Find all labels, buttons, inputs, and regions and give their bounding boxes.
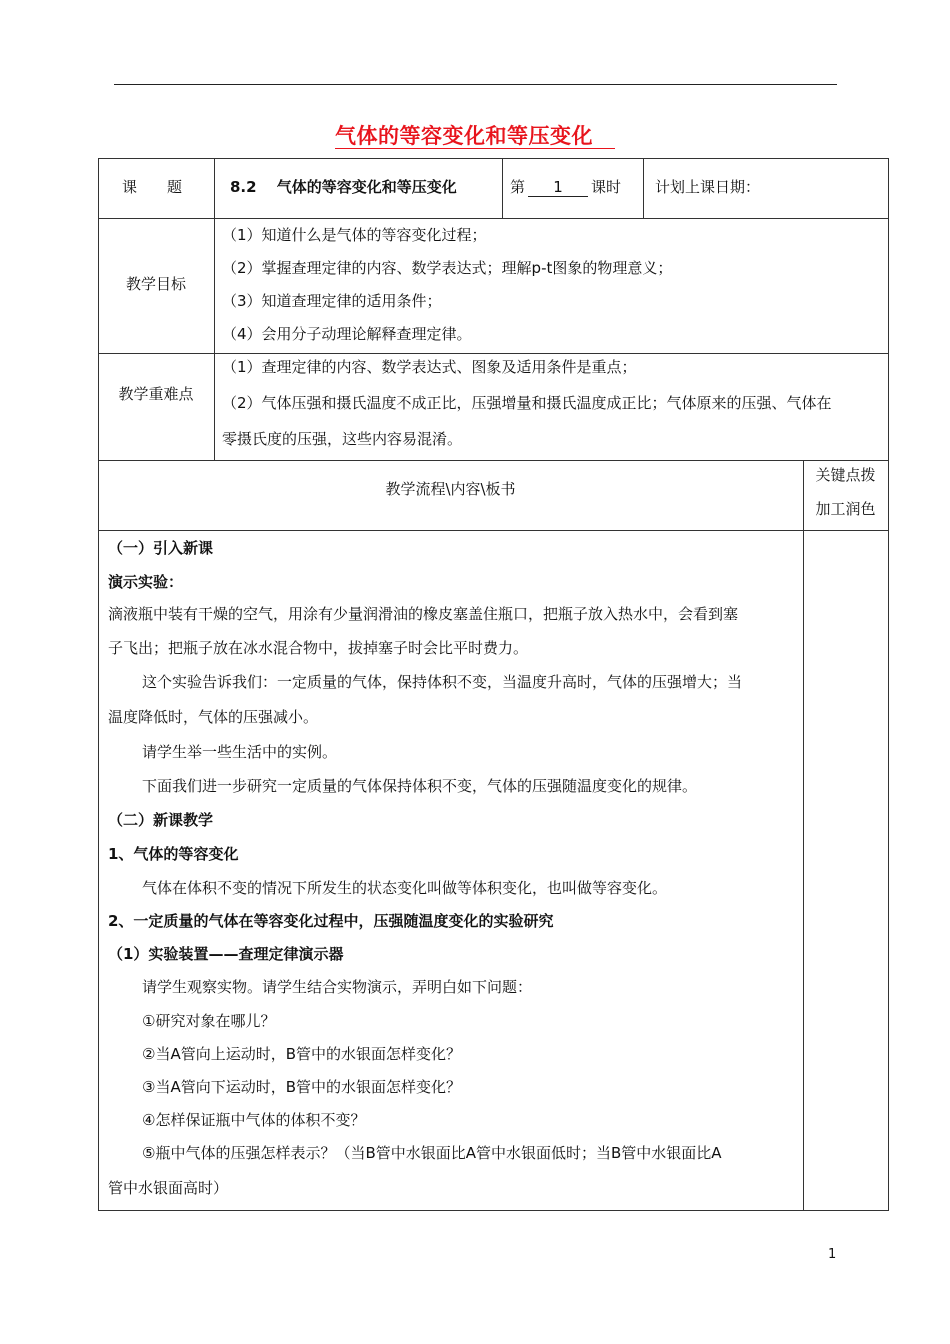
question-item: ①研究对象在哪儿？ xyxy=(142,1012,276,1030)
period-field xyxy=(510,178,621,197)
topic-value: 8.2 气体的等容变化和等压变化 xyxy=(230,178,457,196)
table-border xyxy=(98,530,888,531)
keypoints-label: 教学重难点 xyxy=(118,385,194,403)
paragraph-line: 这个实验告诉我们：一定质量的气体，保持体积不变，当温度升高时，气体的压强增大；当 xyxy=(142,673,743,691)
subsection-heading: （1）实验装置——查理定律演示器 xyxy=(108,945,344,963)
table-border xyxy=(803,460,804,1211)
table-border xyxy=(98,460,888,461)
table-border xyxy=(214,158,215,461)
question-item: ②当A管向上运动时，B管中的水银面怎样变化？ xyxy=(142,1045,462,1063)
topic-label: 课 题 xyxy=(122,178,183,196)
demo-heading: 演示实验： xyxy=(108,573,184,591)
subsection-heading: 1、气体的等容变化 xyxy=(108,845,239,863)
period-prefix: 第 xyxy=(510,178,526,196)
header-rule xyxy=(114,84,837,85)
keypoint-line: （1）查理定律的内容、数学表达式、图象及适用条件是重点； xyxy=(222,358,637,376)
table-border xyxy=(502,158,503,218)
goal-item: （1）知道什么是气体的等容变化过程； xyxy=(222,226,487,244)
title-text: 气体的等容变化和等压变化 xyxy=(335,124,615,149)
section-heading: （一）引入新课 xyxy=(108,539,214,557)
paragraph-line: 温度降低时，气体的压强减小。 xyxy=(108,708,319,726)
question-item: ③当A管向下运动时，B管中的水银面怎样变化？ xyxy=(142,1078,462,1096)
flow-header-side-1: 关键点拨 xyxy=(815,466,876,484)
page-number: 1 xyxy=(828,1247,837,1262)
paragraph-line: 子飞出；把瓶子放在冰水混合物中，拔掉塞子时会比平时费力。 xyxy=(108,639,529,657)
flow-header-main: 教学流程\内容\板书 xyxy=(385,480,516,498)
table-border xyxy=(888,158,889,1211)
paragraph-line: 请学生举一些生活中的实例。 xyxy=(142,743,338,761)
question-item: ⑤瓶中气体的压强怎样表示？（当B管中水银面比A管中水银面低时；当B管中水银面比A xyxy=(142,1144,722,1162)
period-suffix: 课时 xyxy=(591,178,622,196)
plan-date-label: 计划上课日期： xyxy=(655,178,761,196)
goal-item: （2）掌握查理定律的内容、数学表达式；理解p-t图象的物理意义； xyxy=(222,259,673,277)
question-item: 管中水银面高时） xyxy=(108,1179,229,1197)
paragraph-line: 下面我们进一步研究一定质量的气体保持体积不变，气体的压强随温度变化的规律。 xyxy=(142,777,698,795)
period-number: 1 xyxy=(528,178,588,197)
table-border xyxy=(98,353,888,354)
paragraph-line: 滴液瓶中装有干燥的空气，用涂有少量润滑油的橡皮塞盖住瓶口，把瓶子放入热水中，会看到塞 xyxy=(108,605,739,623)
subsection-heading: 2、一定质量的气体在等容变化过程中，压强随温度变化的实验研究 xyxy=(108,912,554,930)
goals-label: 教学目标 xyxy=(125,275,186,293)
table-border xyxy=(643,158,644,218)
paragraph-line: 气体在体积不变的情况下所发生的状态变化叫做等体积变化，也叫做等容变化。 xyxy=(142,879,668,897)
section-heading: （二）新课教学 xyxy=(108,811,214,829)
table-border xyxy=(98,1210,888,1211)
flow-header-side-2: 加工润色 xyxy=(815,500,876,518)
goal-item: （3）知道查理定律的适用条件； xyxy=(222,292,442,310)
goal-item: （4）会用分子动理论解释查理定律。 xyxy=(222,325,472,343)
table-border xyxy=(98,158,99,1211)
document-title xyxy=(0,120,950,150)
keypoint-line: 零摄氏度的压强，这些内容易混淆。 xyxy=(222,430,463,448)
table-border xyxy=(98,218,888,219)
paragraph-line: 请学生观察实物。请学生结合实物演示，弄明白如下问题： xyxy=(142,978,533,996)
keypoint-line: （2）气体压强和摄氏温度不成正比，压强增量和摄氏温度成正比；气体原来的压强、气体在 xyxy=(222,394,832,412)
question-item: ④怎样保证瓶中气体的体积不变？ xyxy=(142,1111,366,1129)
table-border xyxy=(98,158,888,159)
